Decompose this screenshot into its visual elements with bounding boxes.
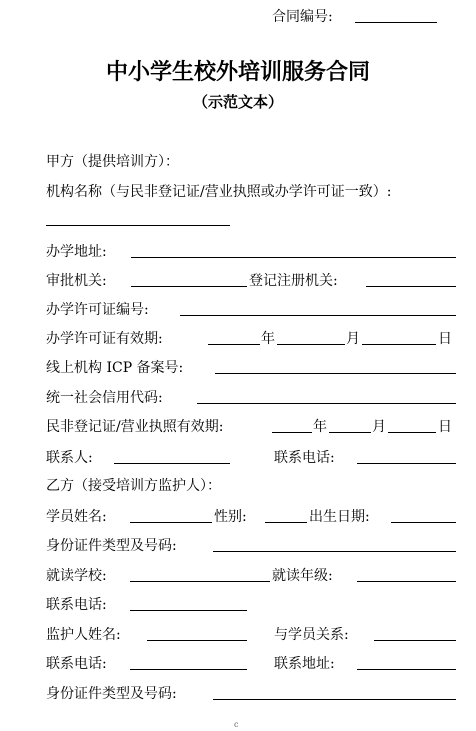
grade-field[interactable] <box>357 581 456 582</box>
student-id-field[interactable] <box>213 551 456 552</box>
birth-date-label: 出生日期: <box>309 509 370 525</box>
guardian-id-label: 身份证件类型及号码: <box>46 686 177 702</box>
grade-label: 就读年级: <box>272 568 333 584</box>
school-label: 就读学校: <box>46 568 107 584</box>
school-field[interactable] <box>130 581 270 582</box>
approval-field[interactable] <box>131 286 247 287</box>
credit-code-field[interactable] <box>197 403 456 404</box>
guardian-id-field[interactable] <box>213 699 456 700</box>
cert-month-label: 月 <box>372 419 386 435</box>
license-number-field[interactable] <box>180 315 456 316</box>
cert-year-field[interactable] <box>272 432 312 433</box>
credit-code-label: 统一社会信用代码: <box>46 390 163 406</box>
license-validity-label: 办学许可证有效期: <box>46 331 163 347</box>
page-subtitle: （示范文本） <box>192 93 283 111</box>
relation-field[interactable] <box>374 640 456 641</box>
org-name-field[interactable] <box>46 225 230 226</box>
party-a-phone-label: 联系电话: <box>274 450 335 466</box>
student-name-field[interactable] <box>130 522 212 523</box>
guardian-name-field[interactable] <box>147 640 247 641</box>
month-label: 月 <box>346 331 360 347</box>
cert-validity-label: 民非登记证/营业执照有效期: <box>46 419 224 435</box>
cert-day-label: 日 <box>438 419 452 435</box>
contact-person-field[interactable] <box>114 463 230 464</box>
gender-label: 性别: <box>214 509 247 525</box>
party-b-phone-field[interactable] <box>130 610 247 611</box>
relation-label: 与学员关系: <box>274 627 349 643</box>
day-label: 日 <box>438 331 452 347</box>
org-name-label: 机构名称（与民非登记证/营业执照或办学许可证一致）: <box>46 184 392 200</box>
cert-day-field[interactable] <box>388 432 436 433</box>
license-month-field[interactable] <box>277 344 345 345</box>
registration-label: 登记注册机关: <box>249 273 338 289</box>
gender-field[interactable] <box>265 522 307 523</box>
year-label: 年 <box>261 331 275 347</box>
student-id-label: 身份证件类型及号码: <box>46 538 177 554</box>
page-title: 中小学生校外培训服务合同 <box>105 60 370 85</box>
contact-person-label: 联系人: <box>46 450 93 466</box>
contact-address-label: 联系地址: <box>274 656 335 672</box>
contract-number-label: 合同编号: <box>272 9 333 25</box>
contact-address-field[interactable] <box>357 669 456 670</box>
party-b-heading: 乙方（接受培训方监护人）： <box>46 478 221 494</box>
party-a-phone-field[interactable] <box>357 463 456 464</box>
registration-field[interactable] <box>366 286 456 287</box>
cert-year-label: 年 <box>313 419 327 435</box>
party-b-phone-label: 联系电话: <box>46 597 107 613</box>
guardian-phone-label: 联系电话: <box>46 656 107 672</box>
license-year-field[interactable] <box>208 344 260 345</box>
page-mark: c <box>234 720 239 729</box>
approval-label: 审批机关: <box>46 273 107 289</box>
contract-number-field[interactable] <box>355 22 437 23</box>
cert-month-field[interactable] <box>329 432 371 433</box>
guardian-name-label: 监护人姓名: <box>46 627 121 643</box>
guardian-phone-field[interactable] <box>130 669 247 670</box>
license-number-label: 办学许可证编号: <box>46 302 149 318</box>
icp-label: 线上机构 ICP 备案号: <box>46 360 184 376</box>
party-a-heading: 甲方（提供培训方）： <box>46 154 179 170</box>
icp-field[interactable] <box>215 373 456 374</box>
address-field[interactable] <box>131 257 456 258</box>
license-day-field[interactable] <box>362 344 436 345</box>
address-label: 办学地址: <box>46 244 107 260</box>
student-name-label: 学员姓名: <box>46 509 107 525</box>
birth-date-field[interactable] <box>391 522 456 523</box>
